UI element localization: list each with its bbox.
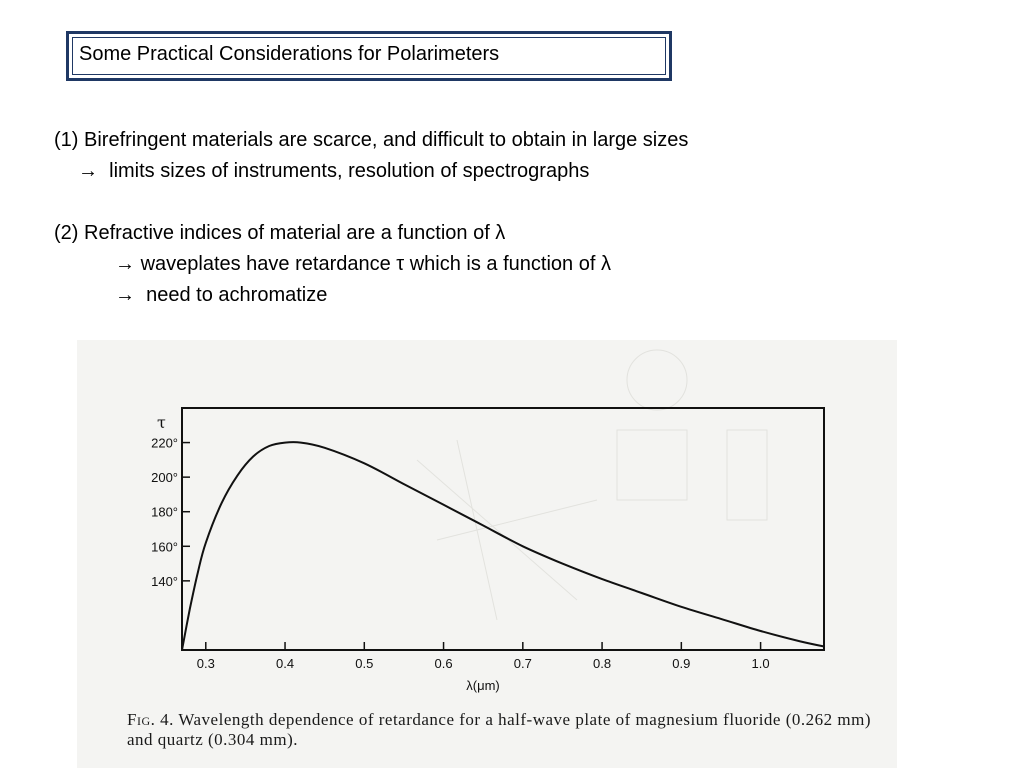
slide-title: Some Practical Considerations for Polarimeters <box>79 43 500 65</box>
arrow-icon: → <box>115 284 135 306</box>
y-tick-label: 220° <box>151 435 178 451</box>
x-tick-label: 0.9 <box>672 656 691 671</box>
x-tick-label: 0.7 <box>513 656 532 671</box>
point-2-line-3 <box>115 284 327 307</box>
x-axis-ticks <box>197 642 770 671</box>
x-tick-label: 0.5 <box>355 656 374 671</box>
point-1-line-2 <box>78 160 589 183</box>
figure-caption <box>127 710 887 750</box>
x-tick-label: 0.3 <box>196 656 215 671</box>
x-tick-label: 0.8 <box>593 656 612 671</box>
x-tick-label: 1.0 <box>751 656 770 671</box>
y-tick-label: 200° <box>151 470 178 486</box>
y-tick-label: 180° <box>151 504 178 520</box>
point-2-line-1: (2) Refractive indices of material are a function of λ <box>54 222 506 244</box>
point-2-line-2-text: waveplates have retardance τ which is a function of λ <box>140 253 611 275</box>
figure-caption-label: Fig. 4. <box>127 710 174 729</box>
y-tick-label: 140° <box>151 573 178 589</box>
point-2-line-3-text: need to achromatize <box>146 284 328 306</box>
x-tick-label: 0.4 <box>275 656 295 671</box>
point-2-line-2 <box>115 253 611 276</box>
scanned-figure <box>77 340 897 768</box>
retardance-series-line <box>182 442 824 650</box>
point-1-line-1: (1) Birefringent materials are scarce, and difficult to obtain in large sizes <box>54 129 689 151</box>
x-axis-label: λ(μm) <box>466 678 500 693</box>
y-tick-label: 160° <box>151 539 178 555</box>
scan-bleed-through <box>417 350 767 620</box>
y-axis-ticks <box>151 436 190 589</box>
slide-title-box <box>66 31 672 81</box>
y-axis-label: τ <box>157 413 166 432</box>
arrow-icon: → <box>78 160 98 182</box>
figure-caption-text: Wavelength dependence of retardance for a half-wave plate of magnesium fluoride (0.262 mm) and quartz (0.304 mm). <box>127 710 871 749</box>
x-tick-label: 0.6 <box>434 656 453 671</box>
point-1-line-2-text: limits sizes of instruments, resolution of spectrographs <box>109 160 590 182</box>
arrow-icon: → <box>115 253 135 275</box>
retardance-chart <box>77 340 897 768</box>
